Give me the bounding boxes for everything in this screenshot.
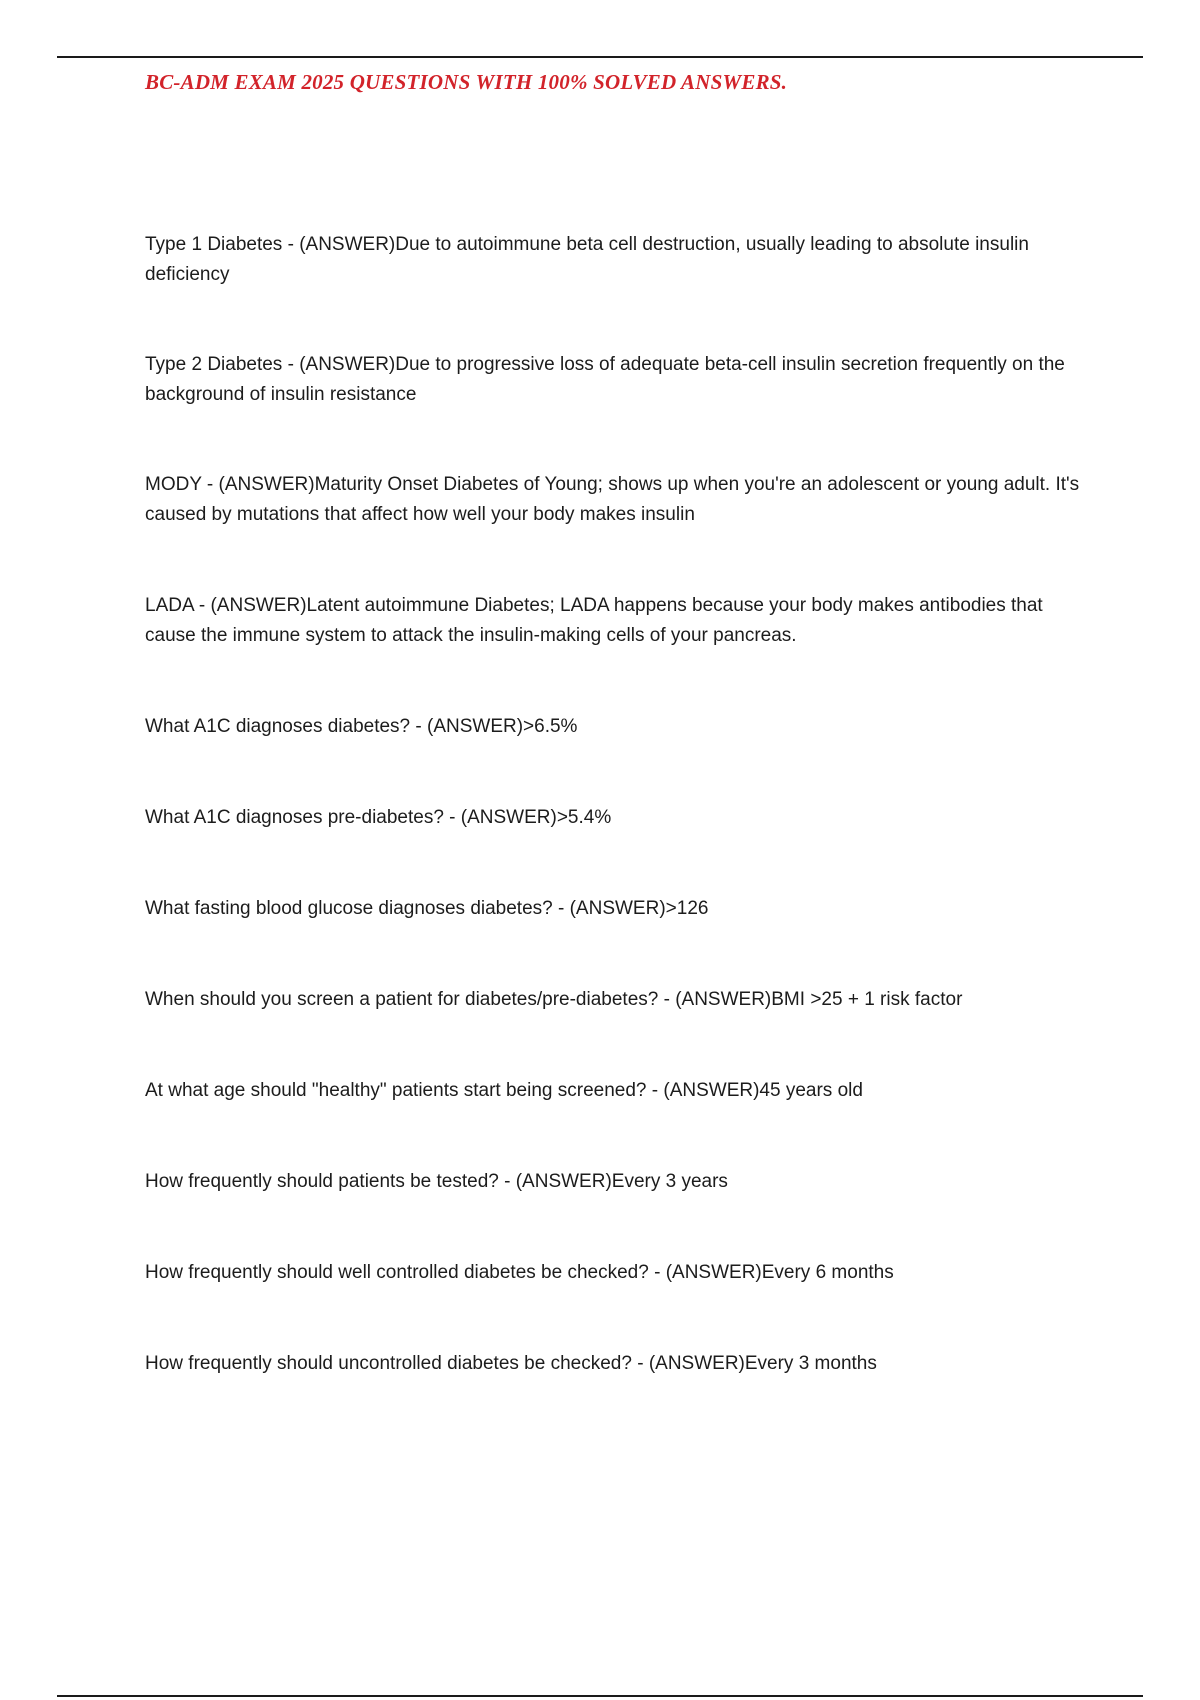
qa-item: At what age should "healthy" patients start being screened? - (ANSWER)45 years old xyxy=(145,1080,863,1101)
qa-item: How frequently should patients be tested? - (ANSWER)Every 3 years xyxy=(145,1171,728,1192)
qa-item: What A1C diagnoses pre-diabetes? - (ANSWER)>5.4% xyxy=(145,807,612,828)
qa-item: How frequently should uncontrolled diabetes be checked? - (ANSWER)Every 3 months xyxy=(145,1353,877,1374)
qa-item: What A1C diagnoses diabetes? - (ANSWER)>6.5% xyxy=(145,716,578,737)
document-title: BC-ADM EXAM 2025 QUESTIONS WITH 100% SOLVED ANSWERS. xyxy=(145,70,788,94)
bottom-rule xyxy=(57,1695,1143,1697)
qa-item: Type 1 Diabetes - (ANSWER)Due to autoimmune beta cell destruction, usually leading to absolute insulin deficiency xyxy=(145,234,1029,285)
qa-item: LADA - (ANSWER)Latent autoimmune Diabetes; LADA happens because your body makes antibodies that cause the immune system to attack the insulin-making cells of your pancreas. xyxy=(145,595,1043,646)
top-rule xyxy=(57,56,1143,58)
qa-item: What fasting blood glucose diagnoses diabetes? - (ANSWER)>126 xyxy=(145,898,709,919)
qa-item: How frequently should well controlled diabetes be checked? - (ANSWER)Every 6 months xyxy=(145,1262,894,1283)
qa-item: When should you screen a patient for diabetes/pre-diabetes? - (ANSWER)BMI >25 + 1 risk factor xyxy=(145,989,963,1010)
qa-item: Type 2 Diabetes - (ANSWER)Due to progressive loss of adequate beta-cell insulin secretion frequently on the background of insulin resistance xyxy=(145,354,1065,405)
qa-item: MODY - (ANSWER)Maturity Onset Diabetes of Young; shows up when you're an adolescent or young adult. It's caused by mutations that affect how well your body makes insulin xyxy=(145,474,1080,525)
